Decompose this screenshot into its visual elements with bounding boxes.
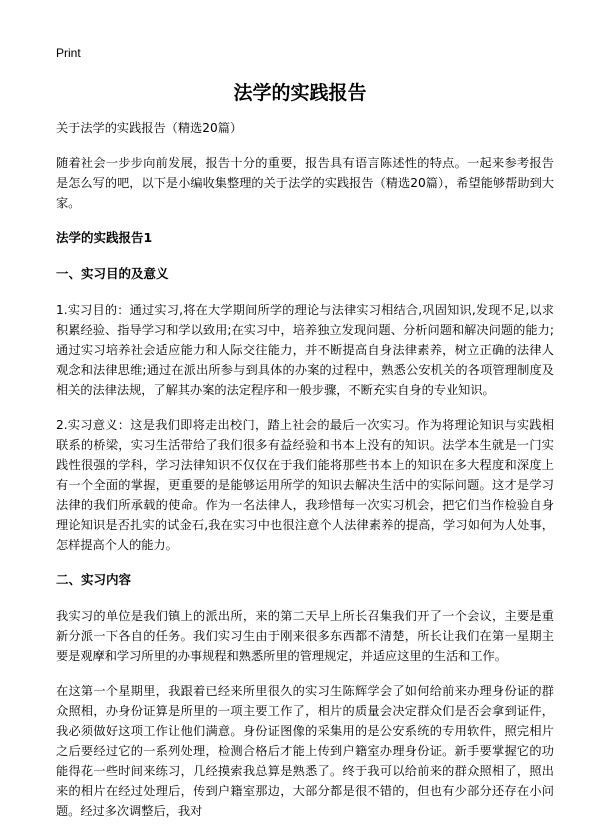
- document-title: 法学的实践报告: [233, 82, 367, 104]
- intro-paragraph: 随着社会一步步向前发展，报告十分的重要，报告具有语言陈述性的特点。一起来参考报告是怎么写的吧，以下是小编收集整理的关于法学的实践报告（精选20篇），希望能够帮助到大家。: [56, 156, 554, 210]
- print-link[interactable]: Print: [56, 46, 81, 60]
- document-body: [56, 118, 554, 821]
- document-subtitle: 关于法学的实践报告（精选20篇）: [56, 121, 243, 135]
- paragraph-content-1: 我实习的单位是我们镇上的派出所，来的第二天早上所长召集我们开了一个会议，主要是重新分派一下各自的任务。我们实习生由于刚来很多东西都不清楚，所长让我们在第一星期主要是观摩和学习所里的办事规程和熟悉所里的管理规定，并适应这里的生活和工作。: [56, 609, 554, 663]
- paragraph-purpose: 1.实习目的：通过实习,将在大学期间所学的理论与法律实习相结合,巩固知识,发现不足,以求积累经验、指导学习和学以致用;在实习中，培养独立发现问题、分析问题和解决问题的能力;通过实习培养社会适应能力和人际交往能力，并不断提高自身法律素养，树立正确的法律人观念和法律思维;通过在派出所参与到具体的办案的过程中，熟悉公安机关的各项管理制度及相关的法律法规，了解其办案的法定程序和一般步骤，不断充实自身的专业知识。: [56, 303, 554, 397]
- section-title: 法学的实践报告1: [56, 230, 153, 245]
- heading-purpose: 一、实习目的及意义: [56, 266, 169, 281]
- paragraph-significance: 2.实习意义：这是我们即将走出校门，踏上社会的最后一次实习。作为将理论知识与实践相联系的桥梁，实习生活带给了我们很多有益经验和书本上没有的知识。法学本生就是一门实践性很强的学科，学习法律知识不仅仅在于我们能将那些书本上的知识在多大程度和深度上有一个全面的掌握，更重要的是能够运用所学的知识去解决生活中的实际问题。这才是学习法律的我们所承载的使命。作为一名法律人，我珍惜每一次实习机会，把它们当作检验自身理论知识是否扎实的试金石,我在实习中也很注意个人法律素养的提高，学习如何为人处事，怎样提高个人的能力。: [56, 418, 554, 552]
- heading-content: 二、实习内容: [56, 572, 132, 587]
- paragraph-content-2: 在这第一个星期里，我跟着已经来所里很久的实习生陈辉学会了如何给前来办理身份证的群众照相，办身份证算是所里的一项主要工作了，相片的质量会决定群众们是否会拿到证件，我必须做好这项工作让他们满意。身份证图像的采集用的是公安系统的专用软件，照完相片之后要经过它的一系列处理，检测合格后才能上传到户籍室办理身份证。新手要掌握它的功能得花一些时间来练习，几经摸索我总算是熟悉了。终于我可以给前来的群众照相了，照出来的相片在经过处理后，传到户籍室那边，大部分都是很不错的，但也有少部分还存在小问题。经过多次调整后，我对: [56, 684, 554, 818]
